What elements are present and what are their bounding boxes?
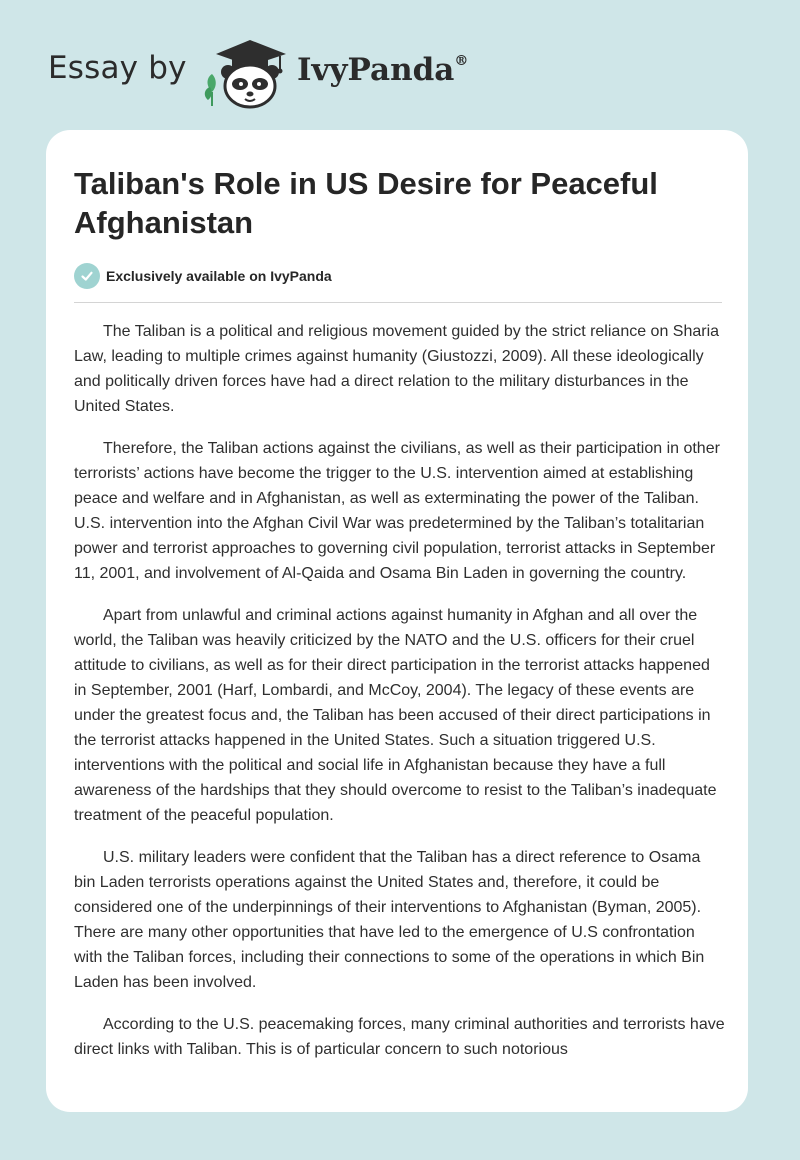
ivypanda-wordmark[interactable]	[297, 52, 468, 88]
checkmark-icon	[74, 263, 100, 289]
essay-paragraph: U.S. military leaders were confident that the Taliban has a direct reference to Osama bin Laden terrorists operations against the United States and, therefore, it could be considered one of the underpinnings of their interventions to Afghanistan (Byman, 2005). There are many other opportunities that have led to the emergence of U.S confrontation with the Taliban forces, including their connections to some of the operations in which Bin Laden has been involved.	[74, 849, 705, 991]
ivy-leaf-icon	[205, 74, 216, 106]
essay-paragraph: Therefore, the Taliban actions against the civilians, as well as their participation in other terrorists’ actions have become the trigger to the U.S. intervention aimed at establishing peace and welfare and in Afghanistan, as well as exterminating the power of the Taliban. U.S. intervention into the Afghan Civil War was predetermined by the Taliban’s totalitarian power and terrorist approaches to governing civil population, terrorist attacks in September 11, 2001, and involvement of Al-Qaida and Osama Bin Laden in governing the country.	[74, 440, 720, 582]
essay-body	[74, 319, 726, 1079]
essay-paragraph: The Taliban is a political and religious movement guided by the strict reliance on Sharia Law, leading to multiple crimes against humanity (Giustozzi, 2009). All these ideologically and politically driven forces have had a direct relation to the military disturbances in the United States.	[74, 323, 720, 415]
exclusive-badge	[74, 263, 332, 289]
essay-paragraph: According to the U.S. peacemaking forces, many criminal authorities and terrorists have direct links with Taliban. This is of particular concern to such notorious	[74, 1016, 725, 1058]
essay-by-label: Essay by	[48, 50, 187, 86]
brand-name: IvyPanda	[297, 52, 455, 88]
title-divider	[74, 302, 722, 303]
trademark-symbol: ®	[454, 52, 469, 69]
panda-graduate-icon[interactable]	[200, 34, 292, 110]
essay-card	[46, 130, 748, 1112]
exclusive-badge-label: Exclusively available on IvyPanda	[106, 268, 332, 284]
site-header	[0, 0, 800, 130]
essay-paragraph: Apart from unlawful and criminal actions against humanity in Afghan and all over the world, the Taliban was heavily criticized by the NATO and the U.S. officers for their cruel attitude to civilians, as well as for their direct participation in the terrorist attacks happened in September, 2001 (Harf, Lombardi, and McCoy, 2004). The legacy of these events are under the greatest focus and, the Taliban has been accused of their direct participations in the terrorist attacks happened in the United States. Such a situation triggered U.S. interventions with the political and social life in Afghanistan because they have a full awareness of the hardships that they should overcome to resist to the Taliban’s inadequate treatment of the peaceful population.	[74, 607, 717, 824]
essay-title: Taliban's Role in US Desire for Peaceful Afghanistan	[74, 166, 658, 240]
